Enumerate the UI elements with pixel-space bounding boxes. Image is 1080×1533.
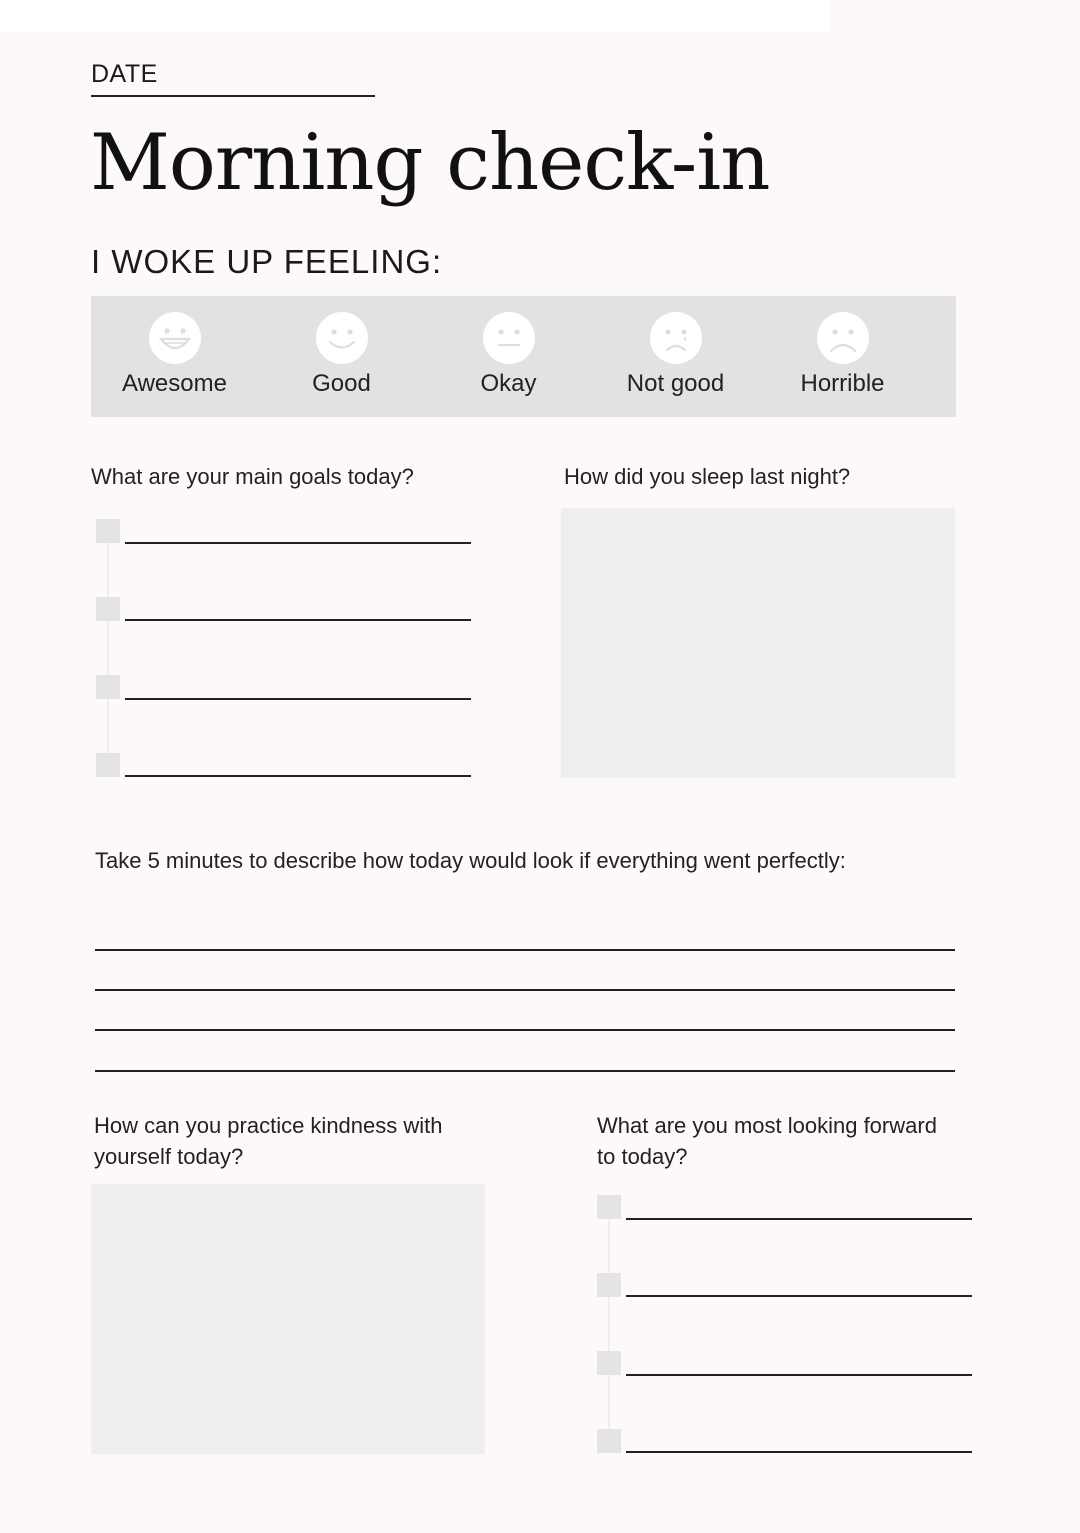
describe-input-line[interactable]: [95, 1029, 955, 1031]
mood-selector: [91, 296, 956, 417]
describe-input-line[interactable]: [95, 989, 955, 991]
describe-input-line[interactable]: [95, 1070, 955, 1072]
mood-label: Okay: [480, 370, 537, 397]
mood-option-awesome[interactable]: [91, 296, 258, 417]
looking-forward-input-line[interactable]: [626, 1451, 972, 1453]
describe-input-line[interactable]: [95, 949, 955, 951]
looking-forward-input-line[interactable]: [626, 1218, 972, 1220]
goal-input-line[interactable]: [125, 619, 471, 621]
looking-forward-input-line[interactable]: [626, 1295, 972, 1297]
looking-forward-checkbox[interactable]: [597, 1273, 621, 1297]
goal-input-line[interactable]: [125, 698, 471, 700]
mood-label: Good: [312, 370, 371, 397]
goals-question: What are your main goals today?: [91, 464, 414, 489]
mood-option-okay[interactable]: [425, 296, 592, 417]
date-label: DATE: [91, 60, 158, 88]
looking-forward-checkbox[interactable]: [597, 1429, 621, 1453]
date-input-line[interactable]: [91, 95, 375, 97]
kindness-answer-box[interactable]: [91, 1184, 485, 1454]
page-title: Morning check-in: [90, 118, 770, 208]
goal-checkbox[interactable]: [96, 675, 120, 699]
goal-checkbox[interactable]: [96, 519, 120, 543]
goals-connector-line: [107, 543, 109, 765]
mood-option-not-good[interactable]: [592, 296, 759, 417]
mood-label: Not good: [626, 370, 725, 397]
sleep-question: How did you sleep last night?: [564, 464, 851, 489]
goal-input-line[interactable]: [125, 542, 471, 544]
frowning-face-icon: [816, 311, 870, 365]
neutral-face-icon: [482, 311, 536, 365]
goal-checkbox[interactable]: [96, 753, 120, 777]
crying-face-icon: [649, 311, 703, 365]
looking-forward-question: What are you most looking forward to today?: [597, 1113, 937, 1169]
mood-label: Awesome: [122, 370, 227, 397]
smiling-face-icon: [315, 311, 369, 365]
describe-question: Take 5 minutes to describe how today would look if everything went perfectly:: [95, 848, 846, 873]
top-strip: [0, 0, 830, 32]
mood-label: Horrible: [800, 370, 885, 397]
kindness-question: How can you practice kindness with yourself today?: [94, 1113, 443, 1169]
sleep-answer-box[interactable]: [561, 508, 955, 778]
looking-forward-checkbox[interactable]: [597, 1351, 621, 1375]
goal-input-line[interactable]: [125, 775, 471, 777]
looking-forward-connector-line: [608, 1219, 610, 1441]
goal-checkbox[interactable]: [96, 597, 120, 621]
mood-option-good[interactable]: [258, 296, 425, 417]
looking-forward-checkbox[interactable]: [597, 1195, 621, 1219]
looking-forward-input-line[interactable]: [626, 1374, 972, 1376]
feeling-heading: I WOKE UP FEELING:: [91, 243, 443, 280]
mood-option-horrible[interactable]: [759, 296, 926, 417]
grinning-face-icon: [148, 311, 202, 365]
